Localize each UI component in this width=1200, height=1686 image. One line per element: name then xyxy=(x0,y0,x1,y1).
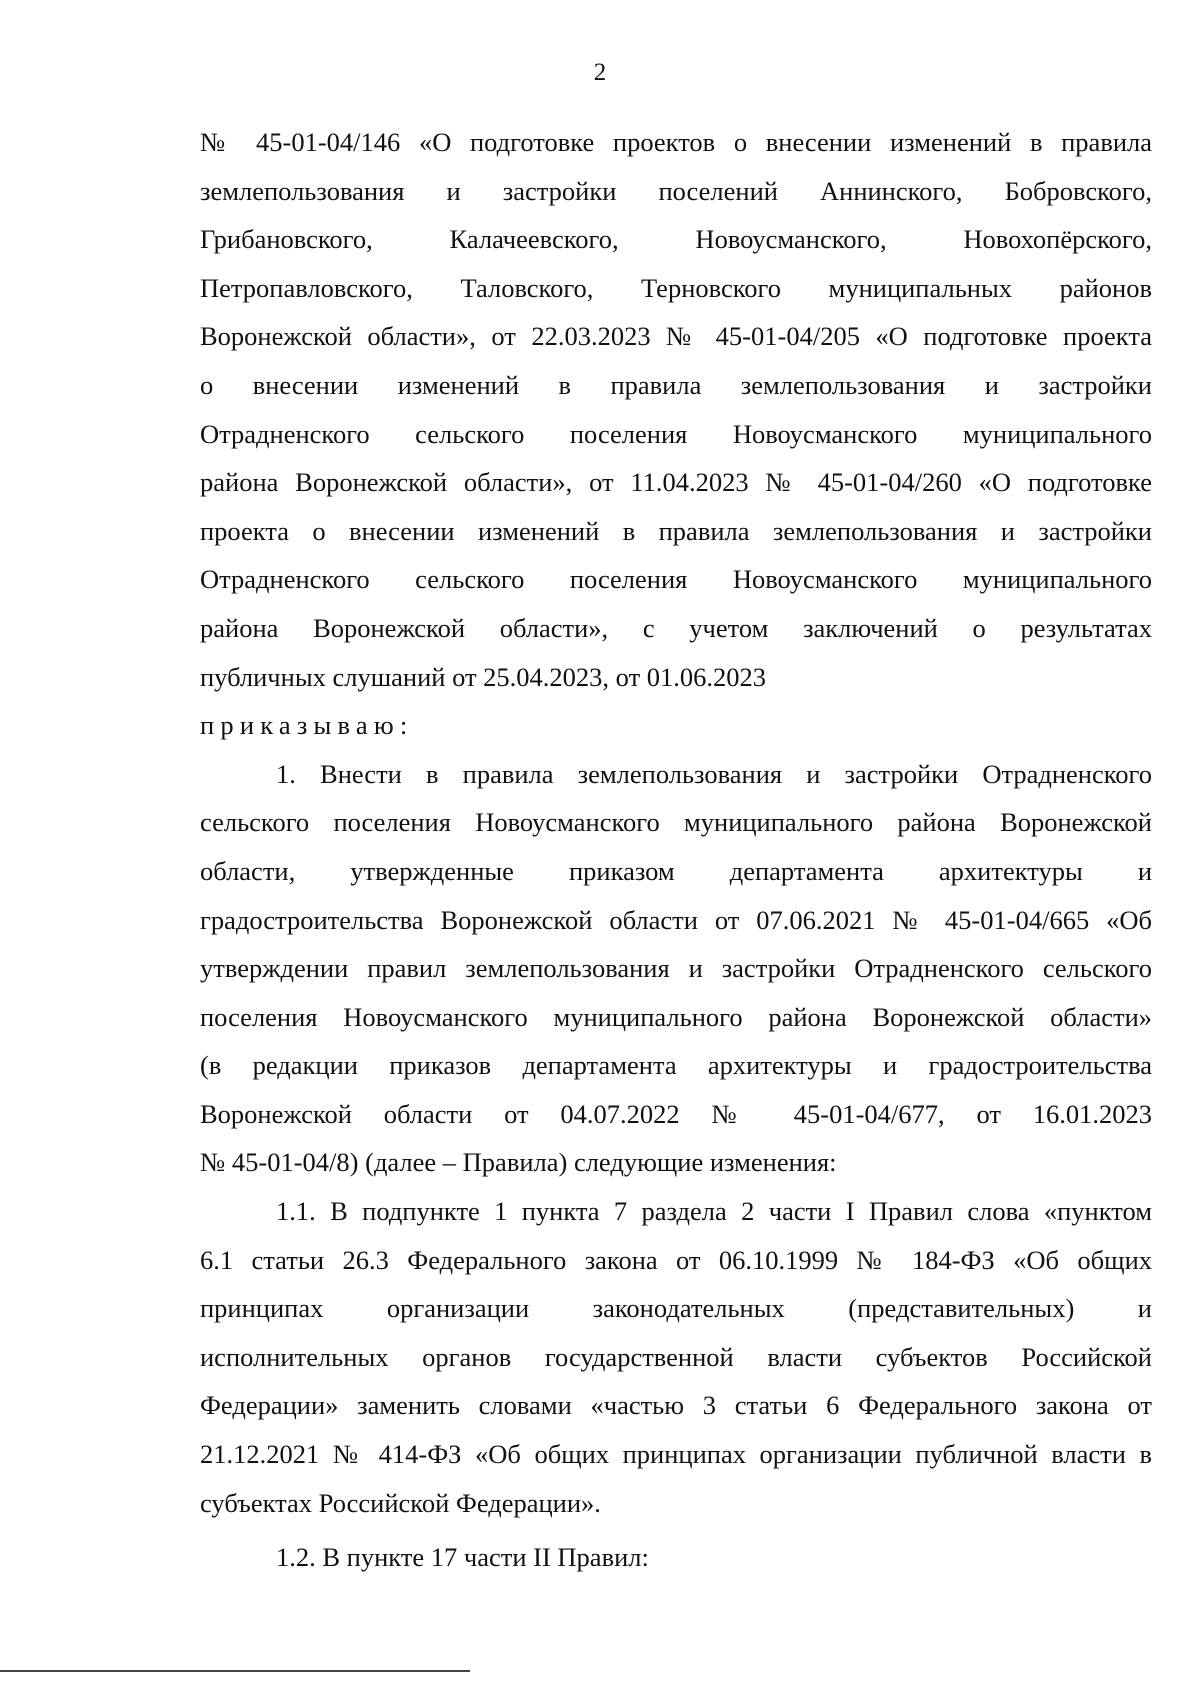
text-line: субъектах Российской Федерации». xyxy=(200,1487,601,1518)
text-line: области, утвержденные приказом департамента архитектуры и xyxy=(200,855,1152,886)
paragraph-preamble xyxy=(200,118,1152,701)
text-line: Отрадненского сельского поселения Новоусманского муниципального xyxy=(200,564,1152,595)
text-line: района Воронежской области», от 11.04.2023 № 45-01-04/260 «О подготовке xyxy=(200,467,1152,498)
text-line: Грибановского, Калачеевского, Новоусманского, Новохопёрского, xyxy=(200,224,1152,255)
text-line: Федерации» заменить словами «частью 3 статьи 6 Федерального закона от xyxy=(200,1390,1152,1421)
text-line: № 45-01-04/8) (далее – Правила) следующие изменения: xyxy=(200,1147,837,1178)
text-line: Воронежской области», от 22.03.2023 № 45-01-04/205 «О подготовке проекта xyxy=(200,321,1152,352)
order-word: приказываю: xyxy=(200,710,414,741)
text-line: проекта о внесении изменений в правила землепользования и застройки xyxy=(200,515,1152,546)
text-line: Отрадненского сельского поселения Новоусманского муниципального xyxy=(200,418,1152,449)
text-line: Воронежской области от 04.07.2022 № 45-01-04/677, от 16.01.2023 xyxy=(200,1098,1152,1129)
text-line: поселения Новоусманского муниципального района Воронежской области» xyxy=(200,1001,1152,1032)
text-line: района Воронежской области», с учетом заключений о результатах xyxy=(200,612,1152,643)
paragraph-item-1 xyxy=(200,750,1152,1187)
order-word-paragraph xyxy=(200,701,1152,750)
text-line: сельского поселения Новоусманского муниципального района Воронежской xyxy=(200,807,1152,838)
text-line: публичных слушаний от 25.04.2023, от 01.06.2023 xyxy=(200,661,767,692)
text-line: № 45-01-04/146 «О подготовке проектов о внесении изменений в правила xyxy=(200,127,1152,157)
text-line: 1.1. В подпункте 1 пункта 7 раздела 2 части I Правил слова «пунктом xyxy=(276,1196,1152,1227)
paragraph-item-1-2 xyxy=(200,1533,1152,1582)
text-line: 21.12.2021 № 414-ФЗ «Об общих принципах организации публичной власти в xyxy=(200,1439,1152,1470)
text-line: Петропавловского, Таловского, Терновского муниципальных районов xyxy=(200,272,1152,303)
text-line: землепользования и застройки поселений Аннинского, Бобровского, xyxy=(200,175,1152,206)
text-line: (в редакции приказов департамента архитектуры и градостроительства xyxy=(200,1050,1152,1081)
text-line: 6.1 статьи 26.3 Федерального закона от 06.10.1999 № 184-ФЗ «Об общих xyxy=(200,1244,1152,1275)
bottom-scan-edge xyxy=(0,1670,470,1672)
paragraph-item-1-1 xyxy=(200,1187,1152,1527)
page-number: 2 xyxy=(593,59,607,86)
document-body xyxy=(200,118,1152,1582)
text-line: принципах организации законодательных (представительных) и xyxy=(200,1293,1152,1324)
text-line: градостроительства Воронежской области от 07.06.2021 № 45-01-04/665 «Об xyxy=(200,904,1152,935)
text-line: утверждении правил землепользования и застройки Отрадненского сельского xyxy=(200,953,1152,984)
text-line: 1.2. В пункте 17 части II Правил: xyxy=(276,1542,649,1573)
text-line: о внесении изменений в правила землепользования и застройки xyxy=(200,369,1152,400)
text-line: исполнительных органов государственной власти субъектов Российской xyxy=(200,1341,1152,1372)
text-line: 1. Внести в правила землепользования и застройки Отрадненского xyxy=(276,758,1152,789)
